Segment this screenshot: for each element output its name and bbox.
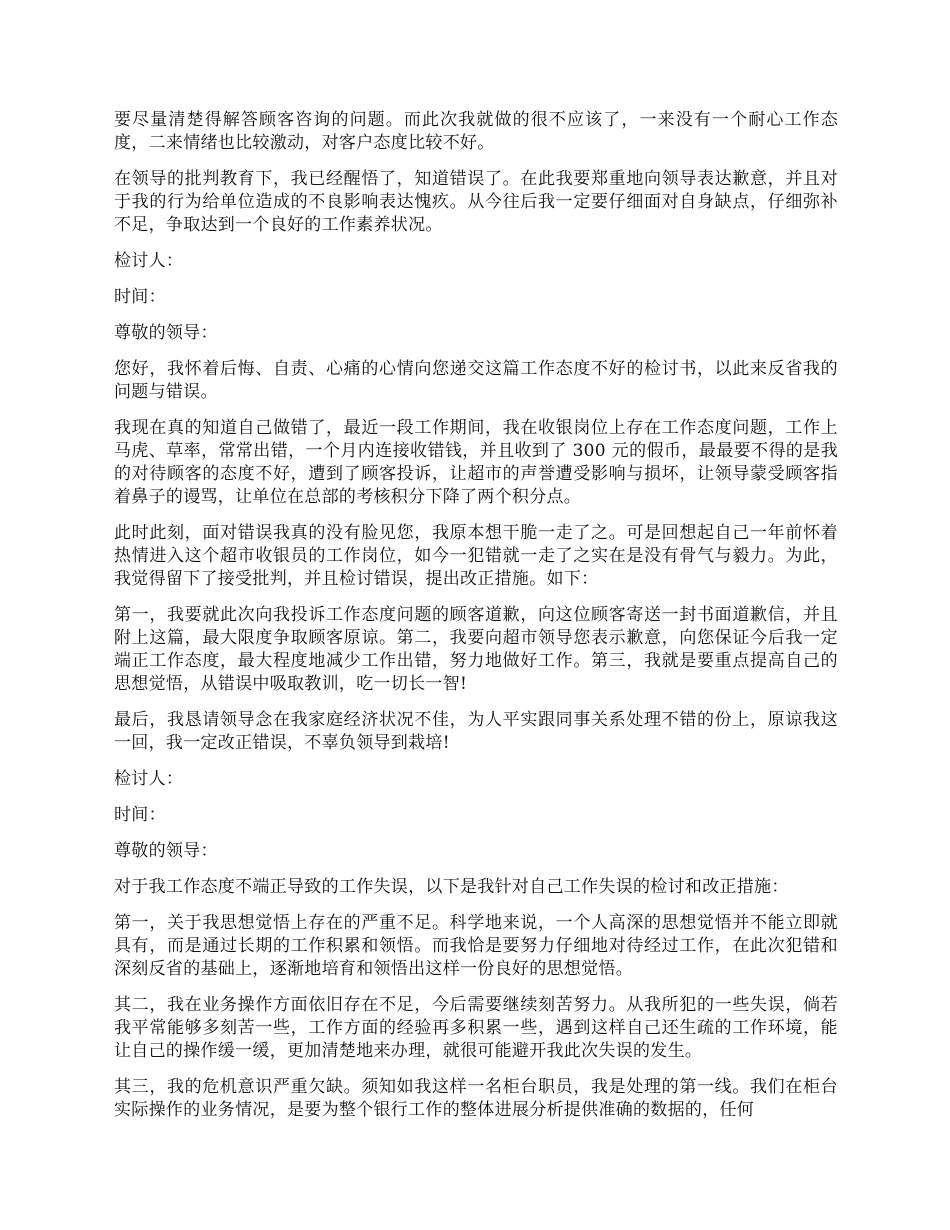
reviewer-line-1: 检讨人：: [114, 251, 184, 271]
paragraph-17: 其三，我的危机意识严重欠缺。须知如我这样一名柜台职员，我是处理的第一线。我们在柜台实际操作的业务情况，是要为整个银行工作的整体进展分析提供准确的数据的，任何: [114, 1077, 838, 1120]
paragraph-14: 对于我工作态度不端正导致的工作失误，以下是我针对自己工作失误的检讨和改正措施：: [114, 877, 789, 897]
date-line-2: 时间：: [114, 805, 166, 825]
paragraph-1: 要尽量清楚得解答顾客咨询的问题。而此次我就做的很不应该了，一来没有一个耐心工作态度，二来情绪也比较激动，对客户态度比较不好。: [114, 110, 838, 153]
salutation-1: 尊敬的领导：: [114, 323, 218, 343]
paragraph-16: 其二，我在业务操作方面依旧存在不足，今后需要继续刻苦努力。从我所犯的一些失误，倘若我平常能够多刻苦一些，工作方面的经验再多积累一些，遇到这样自己还生疏的工作环境，能让自己的操作缓一缓，更加清楚地来办理，就很可能避开我此次失误的发生。: [114, 995, 838, 1061]
salutation-2: 尊敬的领导：: [114, 841, 218, 861]
reviewer-line-2: 检讨人：: [114, 769, 184, 789]
paragraph-6: 您好，我怀着后悔、自责、心痛的心情向您递交这篇工作态度不好的检讨书，以此来反省我的问题与错误。: [114, 359, 838, 402]
paragraph-10: 最后，我恳请领导念在我家庭经济状况不佳，为人平实跟同事关系处理不错的份上，原谅我这一回，我一定改正错误，不辜负领导到栽培!: [114, 710, 838, 753]
date-line-1: 时间：: [114, 287, 166, 307]
paragraph-2: 在领导的批判教育下，我已经醒悟了，知道错误了。在此我要郑重地向领导表达歉意，并且对于我的行为给单位造成的不良影响表达愧疚。从今往后我一定要仔细面对自身缺点，仔细弥补不足，争取达到一个良好的工作素养状况。: [114, 169, 838, 235]
paragraph-7: 我现在真的知道自己做错了，最近一段工作期间，我在收银岗位上存在工作态度问题，工作上马虎、草率，常常出错，一个月内连接收错钱，并且收到了 300 元的假币，最最要不得的是我的对待顾客的态度不好，遭到了顾客投诉，让超市的声誉遭受影响与损坏，让领导蒙受顾客指着鼻子的谩骂，让单位在总部的考核积分下降了两个积分点。: [114, 418, 838, 507]
paragraph-15: 第一，关于我思想觉悟上存在的严重不足。科学地来说，一个人高深的思想觉悟并不能立即就具有，而是通过长期的工作积累和领悟。而我恰是要努力仔细地对待经过工作，在此次犯错和深刻反省的基础上，逐渐地培育和领悟出这样一份良好的思想觉悟。: [114, 913, 838, 979]
paragraph-8: 此时此刻，面对错误我真的没有脸见您，我原本想干脆一走了之。可是回想起自己一年前怀着热情进入这个超市收银员的工作岗位，如今一犯错就一走了之实在是没有骨气与毅力。为此，我觉得留下了接受批判，并且检讨错误，提出改正措施。如下：: [114, 523, 838, 589]
document-body: [114, 109, 838, 1135]
paragraph-9: 第一，我要就此次向我投诉工作态度问题的顾客道歉，向这位顾客寄送一封书面道歉信，并且附上这篇，最大限度争取顾客原谅。第二，我要向超市领导您表示歉意，向您保证今后我一定端正工作态度，最大程度地减少工作出错，努力地做好工作。第三，我就是要重点提高自己的思想觉悟，从错误中吸取教训，吃一切长一智!: [114, 605, 838, 694]
